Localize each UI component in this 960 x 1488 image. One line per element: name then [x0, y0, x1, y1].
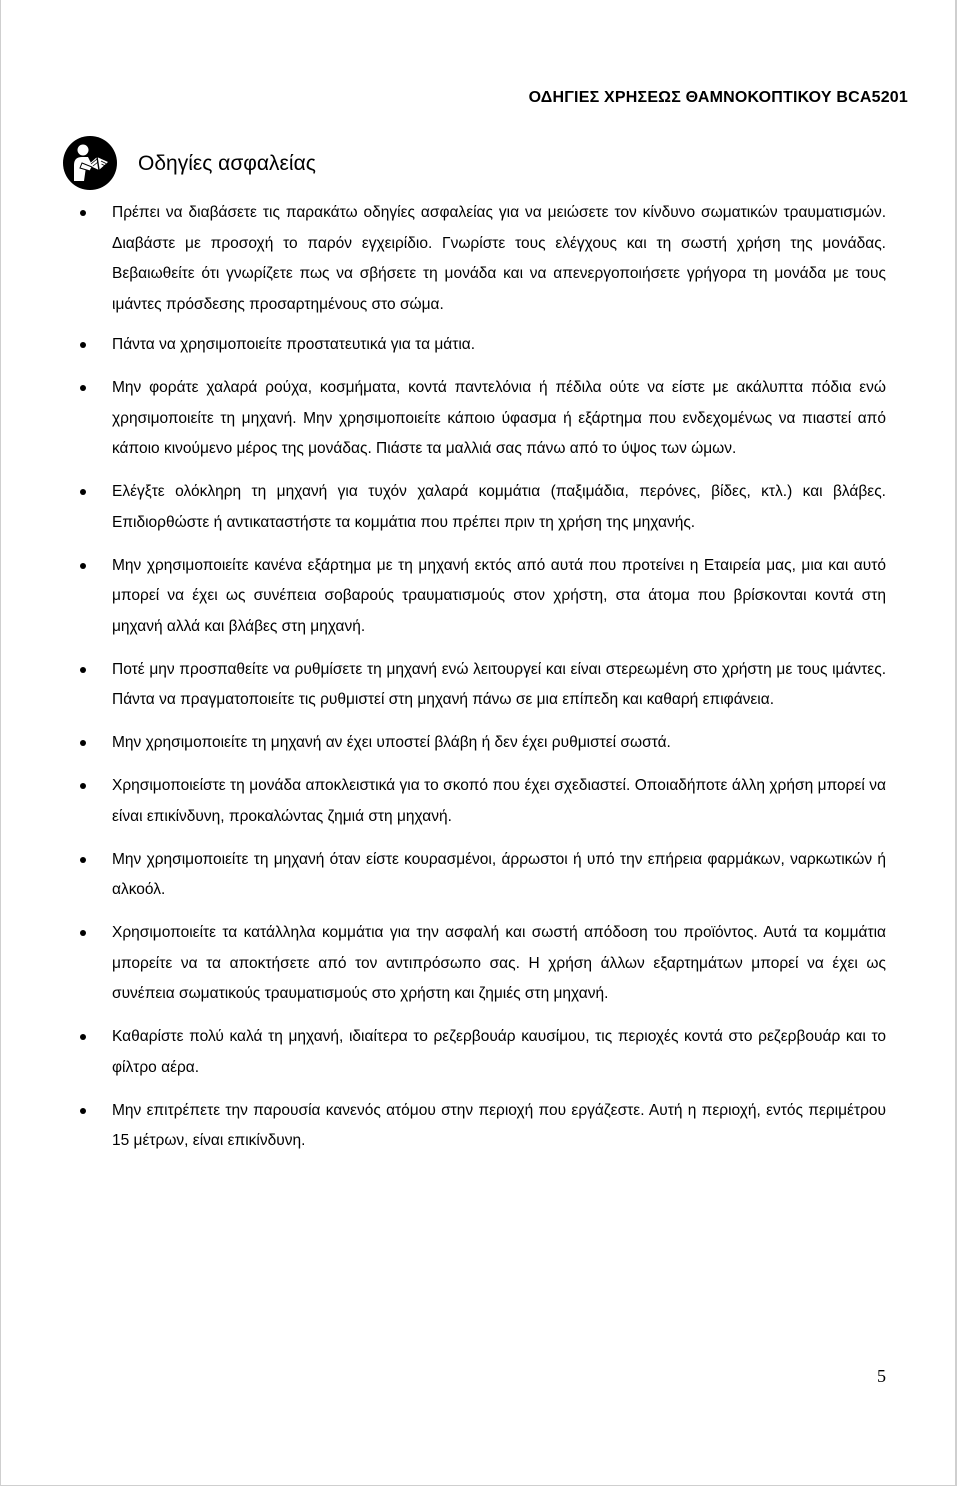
list-item: Μην χρησιμοποιείτε τη μηχανή αν έχει υποστεί βλάβη ή δεν έχει ρυθμιστεί σωστά. — [112, 728, 886, 759]
list-item: Ποτέ μην προσπαθείτε να ρυθμίσετε τη μηχανή ενώ λειτουργεί και είναι στερεωμένη στο χρήστη με τους ιμάντες. Πάντα να πραγματοποιείτε τις ρυθμιστεί στη μηχανή πάνω σε μια επίπεδη και καθαρή επιφάνεια. — [112, 655, 886, 716]
list-item: Καθαρίστε πολύ καλά τη μηχανή, ιδιαίτερα το ρεζερβουάρ καυσίμου, τις περιοχές κοντά στο ρεζερβουάρ και το φίλτρο αέρα. — [112, 1022, 886, 1083]
list-item: Μην φοράτε χαλαρά ρούχα, κοσμήματα, κοντά παντελόνια ή πέδιλα ούτε να είστε με ακάλυπτα πόδια ενώ χρησιμοποιείτε τη μηχανή. Μην χρησιμοποιείτε κάποιο ύφασμα ή εξάρτημα που ενδεχομένως να πιαστεί από κάποιο κινούμενο μέρος της μονάδας. Πιάστε τα μαλλιά σας πάνω από το ύψος των ώμων. — [112, 373, 886, 465]
list-item: Χρησιμοποιείστε τη μονάδα αποκλειστικά για το σκοπό που έχει σχεδιαστεί. Οποιαδήποτε άλλη χρήση μπορεί να είναι επικίνδυνη, προκαλώντας ζημιά στη μηχανή. — [112, 771, 886, 832]
list-item: Χρησιμοποιείτε τα κατάλληλα κομμάτια για την ασφαλή και σωστή απόδοση του προϊόντος. Αυτά τα κομμάτια μπορείτε να τα αποκτήσετε από τον αντιπρόσωπο σας. Η χρήση άλλων εξαρτημάτων μπορεί να έχει ως συνέπεια σωματικούς τραυματισμούς στο χρήστη και ζημιές στη μηχανή. — [112, 918, 886, 1010]
read-manual-icon — [62, 135, 118, 191]
page-number: 5 — [877, 1366, 886, 1386]
list-item: Πρέπει να διαβάσετε τις παρακάτω οδηγίες ασφαλείας για να μειώσετε τον κίνδυνο σωματικών τραυματισμών. Διαβάστε με προσοχή το παρόν εγχειρίδιο. Γνωρίστε τους ελέγχους και τη σωστή χρήση της μονάδας. Βεβαιωθείτε ότι γνωρίζετε πως να σβήσετε τη μονάδα και να απενεργοποιήσετε γρήγορα τη μονάδα με τους ιμάντες πρόσδεσης προσαρτημένους στο σώμα. — [112, 198, 886, 320]
list-item: Ελέγξτε ολόκληρη τη μηχανή για τυχόν χαλαρά κομμάτια (παξιμάδια, περόνες, βίδες, κτλ.) και βλάβες. Επιδιορθώστε ή αντικαταστήστε τα κομμάτια που πρέπει πριν τη χρήση της μηχανής. — [112, 477, 886, 538]
section-title: Οδηγίες ασφαλείας — [138, 152, 316, 175]
list-item: Μην χρησιμοποιείτε κανένα εξάρτημα με τη μηχανή εκτός από αυτά που προτείνει η Εταιρεία μας, μια και αυτό μπορεί να έχει ως συνέπεια σοβαρούς τραυματισμούς στον χρήστη, στα άτομα που βρίσκονται κοντά στη μηχανή αλλά και βλάβες στη μηχανή. — [112, 551, 886, 643]
list-item: Πάντα να χρησιμοποιείτε προστατευτικά για τα μάτια. — [112, 330, 886, 361]
safety-instructions-list — [112, 198, 886, 1169]
list-item: Μην χρησιμοποιείτε τη μηχανή όταν είστε κουρασμένοι, άρρωστοι ή υπό την επήρεια φαρμάκων, ναρκωτικών ή αλκοόλ. — [112, 845, 886, 906]
list-item: Μην επιτρέπετε την παρουσία κανενός ατόμου στην περιοχή που εργάζεστε. Αυτή η περιοχή, εντός περιμέτρου 15 μέτρων, είναι επικίνδυνη. — [112, 1096, 886, 1157]
document-header-title: ΟΔΗΓΙΕΣ ΧΡΗΣΕΩΣ ΘΑΜΝΟΚΟΠΤΙΚΟΥ BCA5201 — [528, 89, 908, 106]
